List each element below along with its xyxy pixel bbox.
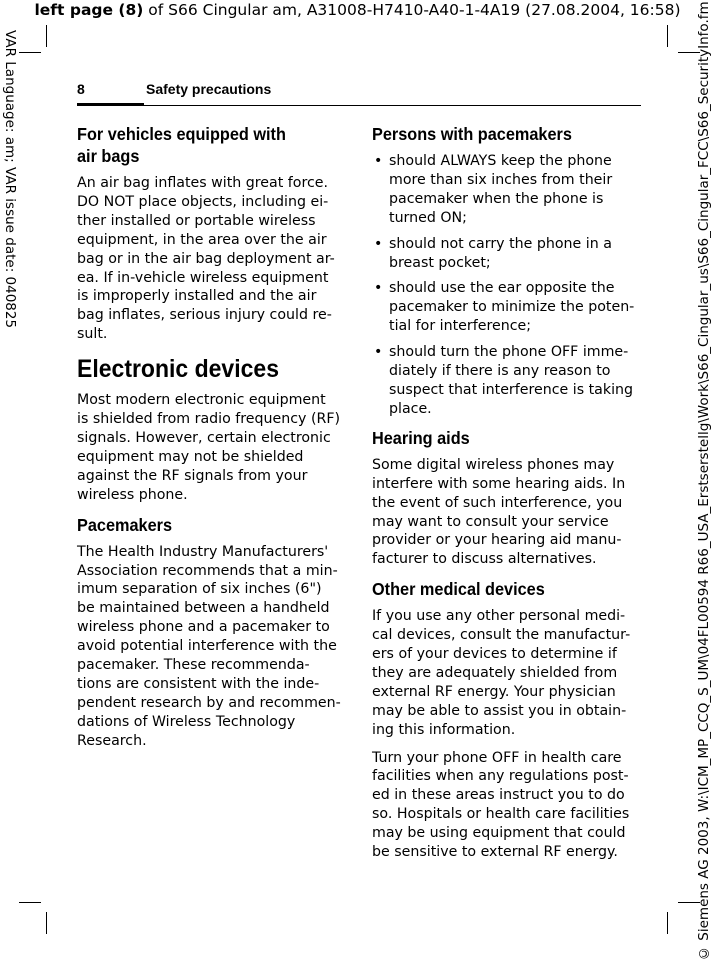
crop-mark (667, 25, 668, 47)
persons-pacemakers-heading: Persons with pacemakers (372, 124, 572, 144)
list-item-text: should ALWAYS keep the phone more than six inches from their pacemaker when the phone is turned ON; (389, 153, 613, 226)
list-item (372, 279, 640, 336)
header-rule-thick (77, 103, 144, 106)
hearing-aids-paragraph: Some digital wireless phones may interfere with some hearing aids. In the event of such interference, you may want to consult your service provider or your hearing aid manu- facturer to discuss alternatives. (372, 456, 626, 568)
airbag-paragraph: An air bag inflates with great force. DO NOT place objects, including ei- ther installed or portable wireless equipment, in the area over the air bag or in the air bag deployment ar- ea. If in-vehicle wireless equipment is improperly installed and the air bag inflates, serious injury could re- sult. (77, 175, 335, 343)
file-path-label: © Siemens AG 2003, W:\ICM_MP_CCQ_S_UM\04FL00594 R66_USA_Erstserstellg\Work\S66_Cingular_us\S66_Cingular_FCC\S66_SecurityInfo.fm (696, 1, 712, 961)
page-number: 8 (77, 81, 85, 97)
list-item-text: should turn the phone OFF imme- diately if there is any reason to suspect that interference is taking place. (389, 344, 634, 417)
pacemakers-heading: Pacemakers (77, 514, 173, 535)
list-item (372, 343, 640, 419)
right-column (372, 123, 640, 871)
crop-mark (667, 912, 668, 934)
hearing-aids-heading: Hearing aids (372, 427, 470, 448)
left-column (77, 123, 345, 760)
bullet-icon: • (374, 344, 383, 361)
var-language-label: VAR Language: am; VAR issue date: 040825 (2, 30, 18, 329)
file-info-page: left page (8) (34, 1, 144, 19)
crop-mark (46, 912, 47, 934)
file-info-line (0, 0, 715, 20)
crop-mark (19, 902, 41, 903)
bullet-icon: • (374, 153, 383, 169)
list-item (372, 235, 640, 273)
file-info-details: of S66 Cingular am, A31008-H7410-A40-1-4A19 (27.08.2004, 16:58) (143, 1, 681, 19)
bullet-icon: • (374, 280, 383, 297)
other-medical-paragraph-2: Turn your phone OFF in health care facilities when any regulations post- ed in these areas instruct you to do so. Hospitals or health care facilities may be using equipment that could be sensitive to external RF energy. (372, 749, 630, 861)
page-header (77, 81, 641, 108)
other-medical-paragraph-1: If you use any other personal medi- cal devices, consult the manufactur- ers of your devices to determine if they are adequately shielded from external RF energy. Your physician may be able to assist you in obtain- ing this information. (372, 608, 631, 738)
other-medical-heading: Other medical devices (372, 579, 545, 600)
list-item-text: should not carry the phone in a breast pocket; (389, 235, 612, 271)
airbag-heading: For vehicles equipped with air bags (77, 124, 286, 166)
electronic-devices-heading: Electronic devices (77, 355, 279, 384)
bullet-icon: • (374, 235, 383, 252)
list-item-text: should use the ear opposite the pacemaker to minimize the poten- tial for interference; (389, 280, 635, 335)
header-rule (144, 105, 641, 106)
page-title: Safety precautions (146, 81, 272, 97)
list-item (372, 152, 640, 228)
electronic-devices-paragraph: Most modern electronic equipment is shielded from radio frequency (RF) signals. However, certain electronic equipment may not be shielded against the RF signals from your wireless phone. (77, 392, 341, 503)
crop-mark (46, 25, 47, 47)
pacemaker-list (372, 152, 640, 419)
crop-mark (19, 52, 41, 53)
pacemakers-paragraph: The Health Industry Manufacturers' Association recommends that a min- imum separation of six inches (6") be maintained between a handheld wireless phone and a pacemaker to avoid potential interference with the pacemaker. These recommenda- tions are consistent with the inde- pendent research by and recommen- dations of Wireless Technology Research. (77, 543, 341, 749)
